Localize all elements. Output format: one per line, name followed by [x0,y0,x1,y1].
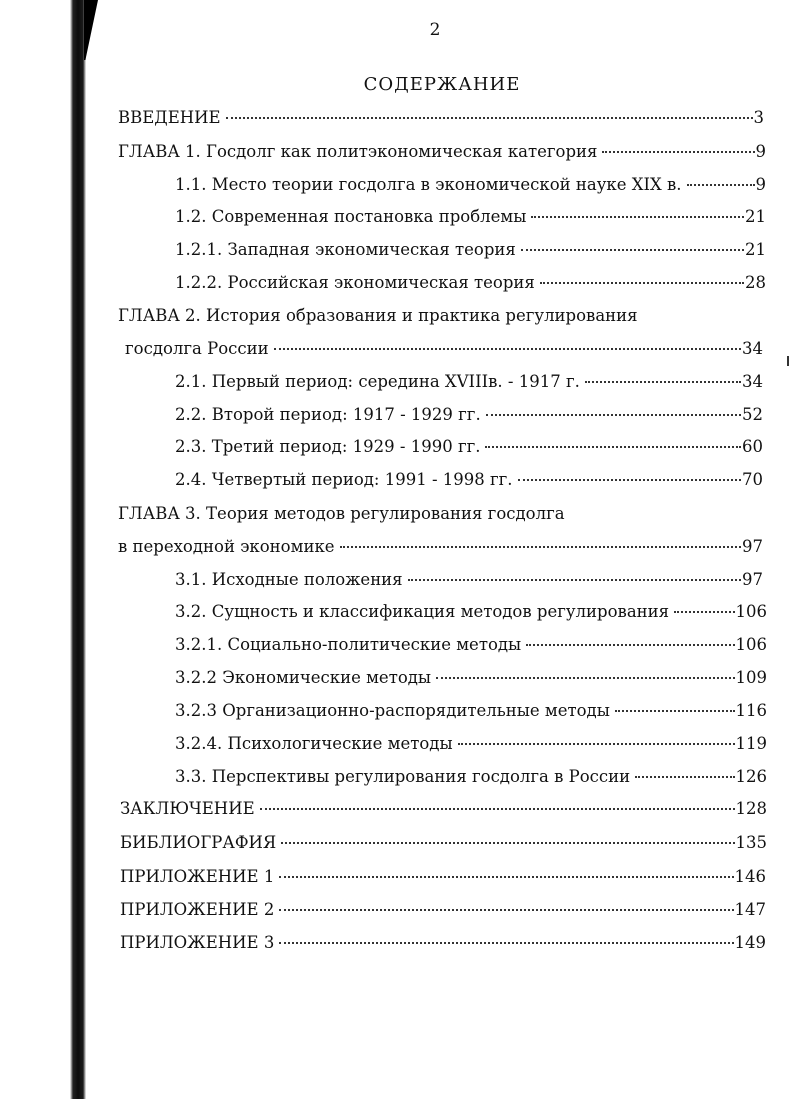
dot-leader [260,808,735,810]
toc-entry-page: 135 [735,833,767,852]
toc-entry-label: ГЛАВА 2. История образования и практика регулирования [118,306,638,325]
toc-entry-label: 1.2.1. Западная экономическая теория [175,240,516,259]
dot-leader [279,876,733,878]
toc-entry-3-2-3[interactable] [175,700,767,722]
toc-entry-2-4[interactable] [175,469,763,491]
toc-entry-label: БИБЛИОГРАФИЯ [120,833,277,852]
page-number: 2 [429,20,441,40]
toc-entry-page: 9 [755,142,766,161]
toc-entry-label: в переходной экономике [118,537,335,556]
toc-entry-chapter-2[interactable] [118,305,643,327]
dot-leader [274,348,741,350]
toc-entry-2-1[interactable] [175,371,763,393]
toc-entry-page: 146 [734,867,766,886]
toc-entry-label: 3.2.4. Психологические методы [175,734,453,753]
toc-entry-label: ГЛАВА 3. Теория методов регулирования госдолга [118,504,565,523]
toc-entry-page: 109 [735,668,767,687]
toc-entry-label: 3.2. Сущность и классификация методов регулирования [175,602,670,621]
toc-entry-label: 3.2.1. Социально-политические методы [175,635,522,654]
toc-entry-label: ЗАКЛЮЧЕНИЕ [120,799,255,818]
dot-leader [518,479,741,481]
toc-entry-1-2-1[interactable] [175,239,766,261]
toc-entry-label: 3.2.2 Экономические методы [175,668,432,687]
dot-leader [279,909,733,911]
toc-entry-label: 2.1. Первый период: середина XVIIIв. - 1917 г. [175,372,580,391]
toc-entry-page: 106 [735,602,767,621]
toc-entry-page: 9 [755,175,766,194]
toc-entry-label: госдолга России [125,339,269,358]
page-title: СОДЕРЖАНИЕ [363,74,521,95]
dot-leader [458,743,735,745]
dot-leader [674,611,734,613]
toc-entry-appendix-2[interactable] [120,899,766,921]
toc-entry-page: 60 [742,437,763,456]
toc-entry-page: 3 [753,108,764,127]
dot-leader [602,151,754,153]
toc-entry-page: 116 [735,701,767,720]
toc-entry-label: ПРИЛОЖЕНИЕ 1 [120,867,275,886]
toc-entry-2-2[interactable] [175,404,763,426]
toc-entry-page: 97 [742,537,763,556]
toc-entry-label: ГЛАВА 1. Госдолг как политэкономическая категория [118,142,598,161]
toc-entry-label: ПРИЛОЖЕНИЕ 3 [120,933,275,952]
toc-entry-label: 1.2.2. Российская экономическая теория [175,273,535,292]
dot-leader [279,942,733,944]
toc-entry-page: 34 [742,339,763,358]
toc-entry-page: 126 [735,767,767,786]
dot-leader [281,842,734,844]
toc-entry-chapter-1[interactable] [118,141,766,163]
toc-entry-label: 2.2. Второй период: 1917 - 1929 гг. [175,405,481,424]
dot-leader [635,776,734,778]
toc-entry-chapter-3[interactable] [118,503,570,525]
toc-entry-label: 3.1. Исходные положения [175,570,403,589]
toc-entry-page: 128 [735,799,767,818]
dot-leader [226,117,753,119]
toc-entry-label: ВВЕДЕНИЕ [118,108,221,127]
toc-entry-label: 1.1. Место теории госдолга в экономической науке XIX в. [175,175,682,194]
toc-entry-appendix-1[interactable] [120,866,766,888]
toc-entry-chapter-3-continued[interactable] [118,536,763,558]
toc-entry-page: 147 [734,900,766,919]
toc-entry-3-2[interactable] [175,601,767,623]
toc-entry-page: 34 [742,372,763,391]
dot-leader [436,677,734,679]
dot-leader [531,216,744,218]
dot-leader [486,414,741,416]
toc-entry-3-2-2[interactable] [175,667,767,689]
dot-leader [340,546,741,548]
toc-entry-page: 70 [742,470,763,489]
toc-entry-page: 149 [734,933,766,952]
toc-entry-page: 52 [742,405,763,424]
toc-entry-1-2[interactable] [175,206,766,228]
toc-entry-3-2-1[interactable] [175,634,767,656]
dot-leader [585,381,741,383]
toc-entry-page: 28 [745,273,766,292]
toc-entry-appendix-3[interactable] [120,932,766,954]
toc-entry-conclusion[interactable] [120,798,767,820]
toc-entry-label: 3.2.3 Организационно-распорядительные методы [175,701,610,720]
toc-entry-chapter-2-continued[interactable] [125,338,763,360]
toc-entry-page: 21 [745,207,766,226]
toc-entry-2-3[interactable] [175,436,763,458]
dot-leader [526,644,734,646]
toc-entry-label: 2.3. Третий период: 1929 - 1990 гг. [175,437,481,456]
dot-leader [615,710,735,712]
toc-entry-page: 106 [735,635,767,654]
dot-leader [485,446,741,448]
toc-entry-page: 119 [735,734,767,753]
toc-entry-page: 97 [742,570,763,589]
toc-entry-3-1[interactable] [175,569,763,591]
toc-entry-bibliography[interactable] [120,832,767,854]
toc-entry-page: 21 [745,240,766,259]
toc-entry-1-1[interactable] [175,174,766,196]
toc-entry-introduction[interactable] [118,107,764,129]
toc-entry-label: ПРИЛОЖЕНИЕ 2 [120,900,275,919]
toc-entry-label: 1.2. Современная постановка проблемы [175,207,527,226]
dot-leader [540,282,744,284]
dot-leader [521,249,744,251]
dot-leader [687,184,755,186]
toc-entry-3-3[interactable] [175,766,767,788]
toc-entry-1-2-2[interactable] [175,272,766,294]
dot-leader [408,579,741,581]
toc-entry-label: 3.3. Перспективы регулирования госдолга в России [175,767,631,786]
toc-entry-3-2-4[interactable] [175,733,767,755]
toc-entry-label: 2.4. Четвертый период: 1991 - 1998 гг. [175,470,513,489]
